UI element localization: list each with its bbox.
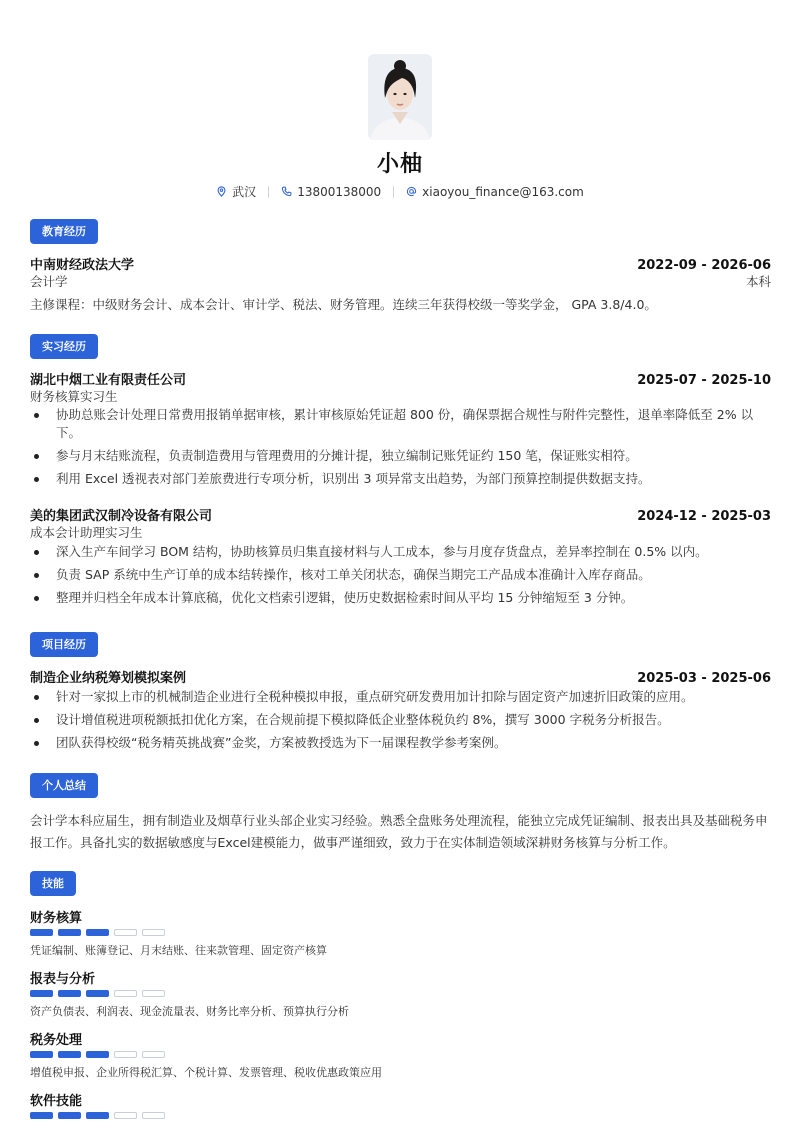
skill-name: 财务核算 [30,911,83,926]
internship-role-row [30,523,771,541]
contact-location [216,183,256,200]
skill-level-bar [30,1051,771,1058]
skill-level-bar [30,929,771,936]
at-sign-icon [406,186,417,197]
internship-bullets [30,543,771,612]
skill-level-segment [30,1112,53,1119]
project-header [30,667,771,686]
phone-icon [281,186,292,197]
company-name: 美的集团武汉制冷设备有限公司 [30,509,213,524]
candidate-name: 小柚 [376,152,423,177]
list-item: 参与月末结账流程，负责制造费用与管理费用的分摊计提，独立编制记账凭证约 150 笔，保证账实相符。 [30,447,771,465]
contact-email[interactable] [406,185,584,199]
list-item: 针对一家拟上市的机械制造企业进行全税种模拟申报，重点研究研发费用加计扣除与固定资产加速折旧政策的应用。 [30,688,771,706]
location-text: 武汉 [232,185,257,199]
education-detail: 主修课程：中级财务会计、成本会计、审计学、税法、财务管理。连续三年获得校级一等奖学金， GPA 3.8/4.0。 [30,297,657,312]
list-item: 利用 Excel 透视表对部门差旅费进行专项分析，识别出 3 项异常支出趋势，为部门预算控制提供数据支持。 [30,470,771,488]
skill-level-segment [114,990,137,997]
skill-description: 凭证编制、账簿登记、月末结账、往来款管理、固定资产核算 [30,944,327,957]
project-name: 制造企业纳税筹划模拟案例 [30,671,187,686]
degree: 本科 [745,274,771,289]
internship-role: 财务核算实习生 [30,389,118,404]
list-item: 设计增值税进项税额抵扣优化方案，在合规前提下模拟降低企业整体税负约 8%，撰写 3000 字税务分析报告。 [30,711,771,729]
skill-item [30,968,771,1019]
skill-level-segment [30,1051,53,1058]
internship-period: 2025-07 - 2025-10 [637,373,771,388]
skill-name: 软件技能 [30,1094,83,1109]
section-tag-internship: 实习经历 [30,334,98,359]
skill-level-segment [114,1112,137,1119]
major: 会计学 [30,274,68,289]
skill-level-segment [30,990,53,997]
internship-role-row [30,387,771,405]
contact-bar [0,183,800,200]
skill-name: 税务处理 [30,1033,83,1048]
skill-level-bar [30,1112,771,1119]
list-item: 团队获得校级“税务精英挑战赛”金奖，方案被教授选为下一届课程教学参考案例。 [30,734,771,752]
skill-level-segment [86,929,109,936]
internship-period: 2024-12 - 2025-03 [637,509,771,524]
skill-level-segment [86,1051,109,1058]
divider [268,186,269,198]
company-name: 湖北中烟工业有限责任公司 [30,373,187,388]
internship-bullets [30,406,771,493]
skill-item [30,907,771,958]
skill-description: 资产负债表、利润表、现金流量表、财务比率分析、预算执行分析 [30,1005,349,1018]
skill-level-segment [58,1112,81,1119]
project-period: 2025-03 - 2025-06 [637,671,771,686]
project-bullets [30,688,771,757]
skill-level-segment [142,990,165,997]
education-period: 2022-09 - 2026-06 [637,258,771,273]
skill-level-segment [58,929,81,936]
avatar [368,54,432,140]
school-name: 中南财经政法大学 [30,258,135,273]
skill-level-segment [86,990,109,997]
skill-level-segment [58,1051,81,1058]
email-text: xiaoyou_finance@163.com [422,184,584,199]
skill-item [30,1029,771,1080]
list-item: 负责 SAP 系统中生产订单的成本结转操作，核对工单关闭状态，确保当期完工产品成本准确计入库存商品。 [30,566,771,584]
map-pin-icon [216,186,227,197]
internship-header [30,369,771,388]
section-tag-summary: 个人总结 [30,773,98,798]
skill-level-segment [114,1051,137,1058]
list-item: 协助总账会计处理日常费用报销单据审核，累计审核原始凭证超 800 份，确保票据合规性与附件完整性，退单率降低至 2% 以下。 [30,406,771,442]
skill-level-segment [142,929,165,936]
internship-header [30,505,771,524]
list-item: 深入生产车间学习 BOM 结构，协助核算员归集直接材料与人工成本，参与月度存货盘点，差异率控制在 0.5% 以内。 [30,543,771,561]
education-header [30,254,771,273]
profile-photo [368,54,432,140]
section-tag-skills: 技能 [30,871,76,896]
contact-phone [281,185,381,199]
section-tag-education: 教育经历 [30,219,98,244]
skill-item [30,1090,771,1119]
summary-text: 会计学本科应届生，拥有制造业及烟草行业头部企业实习经验。熟悉全盘账务处理流程，能独立完成凭证编制、报表出具及基础税务申报工作。具备扎实的数据敏感度与Excel建模能力，做事严谨细致，致力于在实体制造领域深耕财务核算与分析工作。 [30,813,768,850]
phone-text: 13800138000 [297,184,382,199]
skill-name: 报表与分析 [30,972,96,987]
list-item: 整理并归档全年成本计算底稿，优化文档索引逻辑，使历史数据检索时间从平均 15 分钟缩短至 3 分钟。 [30,589,771,607]
skill-level-segment [30,929,53,936]
skill-level-segment [86,1112,109,1119]
divider [393,186,394,198]
section-tag-project: 项目经历 [30,632,98,657]
education-subheader [30,272,771,290]
skill-level-segment [142,1112,165,1119]
skill-description: 增值税申报、企业所得税汇算、个税计算、发票管理、税收优惠政策应用 [30,1066,382,1079]
skill-level-segment [114,929,137,936]
internship-role: 成本会计助理实习生 [30,525,143,540]
skill-level-segment [142,1051,165,1058]
skill-level-segment [58,990,81,997]
skill-level-bar [30,990,771,997]
